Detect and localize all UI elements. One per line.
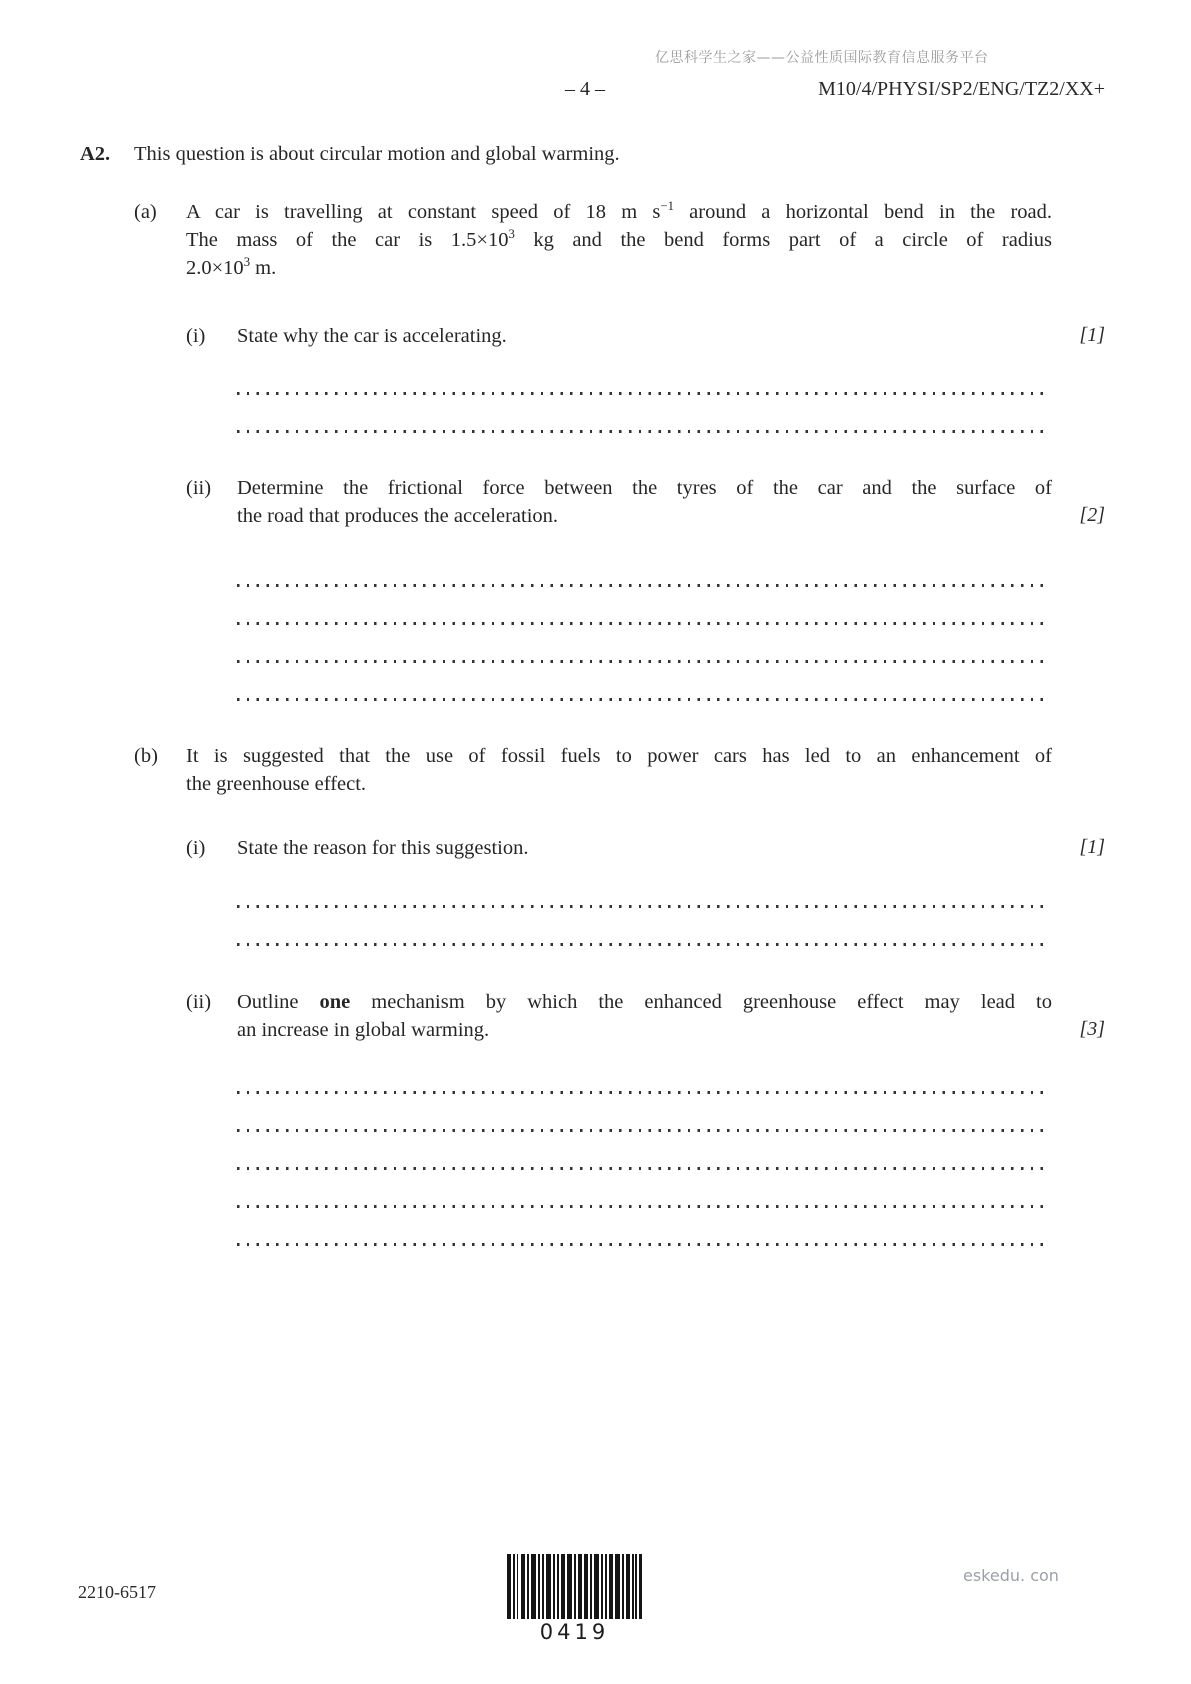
part-a-ii-line2: the road that produces the acceleration. [237, 505, 559, 527]
answer-line [237, 943, 1043, 946]
question-intro: This question is about circular motion and global warming. [134, 143, 620, 165]
part-a-i-text: State why the car is accelerating. [237, 325, 507, 347]
answer-line [237, 1129, 1043, 1132]
part-b-ii-line2: an increase in global warming. [237, 1019, 490, 1041]
answer-line [237, 905, 1043, 908]
paper-code: M10/4/PHYSI/SP2/ENG/TZ2/XX+ [818, 78, 1105, 100]
superscript: −1 [660, 199, 674, 214]
part-b-label: (b) [134, 745, 158, 767]
barcode-number: 0419 [539, 1620, 610, 1644]
answer-line [237, 1091, 1043, 1094]
site-watermark: eskedu. con [963, 1566, 1059, 1585]
answer-line [237, 1205, 1043, 1208]
part-b-line1: It is suggested that the use of fossil fuels to power cars has led to an enhancement of [186, 745, 1052, 767]
emphasis-one: one [319, 991, 351, 1013]
answer-line [237, 698, 1043, 701]
part-a-ii-line1: Determine the frictional force between the tyres of the car and the surface of [237, 477, 1052, 499]
question-number: A2. [80, 143, 111, 165]
marks-badge-a-ii: [2] [1079, 504, 1105, 526]
answer-line [237, 392, 1043, 395]
part-b-ii-label: (ii) [186, 991, 212, 1013]
answer-line [237, 430, 1043, 433]
part-a-line3: $2.0\times 10^3$ m. [186, 255, 277, 279]
answer-line [237, 584, 1043, 587]
page-number: – 4 – [565, 78, 605, 100]
barcode [507, 1554, 642, 1619]
marks-badge-b-ii: [3] [1079, 1018, 1105, 1040]
part-a-i-label: (i) [186, 325, 206, 347]
answer-line [237, 1243, 1043, 1246]
answer-line [237, 660, 1043, 663]
part-a-label: (a) [134, 201, 157, 223]
marks-badge-b-i: [1] [1079, 836, 1105, 858]
part-a-line2: The mass of the car is $1.5\times 10^3$ kg and the bend forms part of a circle of radius [186, 227, 1052, 251]
header-watermark: 亿思科学生之家——公益性质国际教育信息服务平台 [655, 50, 989, 66]
superscript: 3 [508, 227, 515, 242]
part-b-i-text: State the reason for this suggestion. [237, 837, 529, 859]
document-code: 2210-6517 [78, 1582, 156, 1602]
part-b-line2: the greenhouse effect. [186, 773, 367, 795]
part-a-ii-label: (ii) [186, 477, 212, 499]
part-b-i-label: (i) [186, 837, 206, 859]
marks-badge-a-i: [1] [1079, 324, 1105, 346]
part-b-ii-line1: Outline one mechanism by which the enhanced greenhouse effect may lead to [237, 991, 1052, 1013]
superscript: 3 [243, 255, 251, 270]
answer-line [237, 1167, 1043, 1170]
part-a-line1: A car is travelling at constant speed of 18 m $s^{-1}$ around a horizontal bend in the road. [186, 199, 1052, 223]
answer-line [237, 622, 1043, 625]
